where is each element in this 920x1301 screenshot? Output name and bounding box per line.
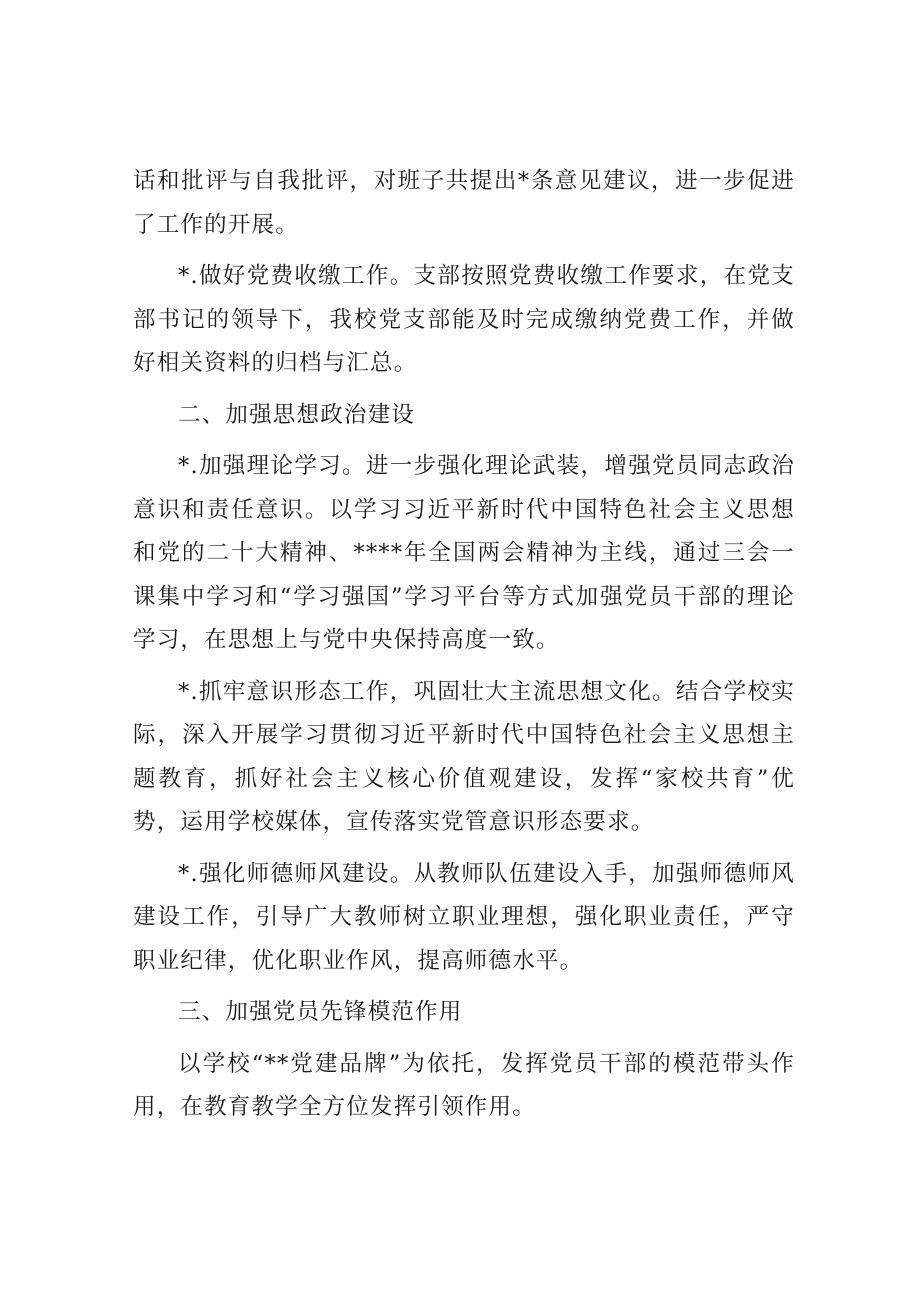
paragraph-continuation: 话和批评与自我批评，对班子共提出*条意见建议，进一步促进了工作的开展。 [133,168,795,238]
paragraph-teacher-ethics: *.强化师德师风建设。从教师队伍建设入手，加强师德师风建设工作，引导广大教师树立职业理想，强化职业责任，严守职业纪律，优化职业作风，提高师德水平。 [133,860,795,974]
paragraph-ideology-work: *.抓牢意识形态工作，巩固壮大主流思想文化。结合学校实际，深入开展学习贯彻习近平新时代中国特色社会主义思想主题教育，抓好社会主义核心价值观建设，发挥“家校共育”优势，运用学校媒体，宣传落实党管意识形态要求。 [133,678,795,835]
section-heading-vanguard-role: 三、加强党员先锋模范作用 [178,999,463,1025]
document-body [133,160,795,1138]
section-heading-ideological-political: 二、加强思想政治建设 [178,401,416,428]
paragraph-theory-study: *.加强理论学习。进一步强化理论武装，增强党员同志政治意识和责任意识。以学习习近平新时代中国特色社会主义思想和党的二十大精神、****年全国两会精神为主线，通过三会一课集中学习和“学习强国”学习平台等方式加强党员干部的理论学习，在思想上与党中央保持高度一致。 [133,453,795,653]
paragraph-party-brand: 以学校“**党建品牌”为依托，发挥党员干部的模范带头作用，在教育教学全方位发挥引领作用。 [133,1050,795,1120]
paragraph-party-fee: *.做好党费收缴工作。支部按照党费收缴工作要求，在党支部书记的领导下，我校党支部能及时完成缴纳党费工作，并做好相关资料的归档与汇总。 [133,263,795,376]
